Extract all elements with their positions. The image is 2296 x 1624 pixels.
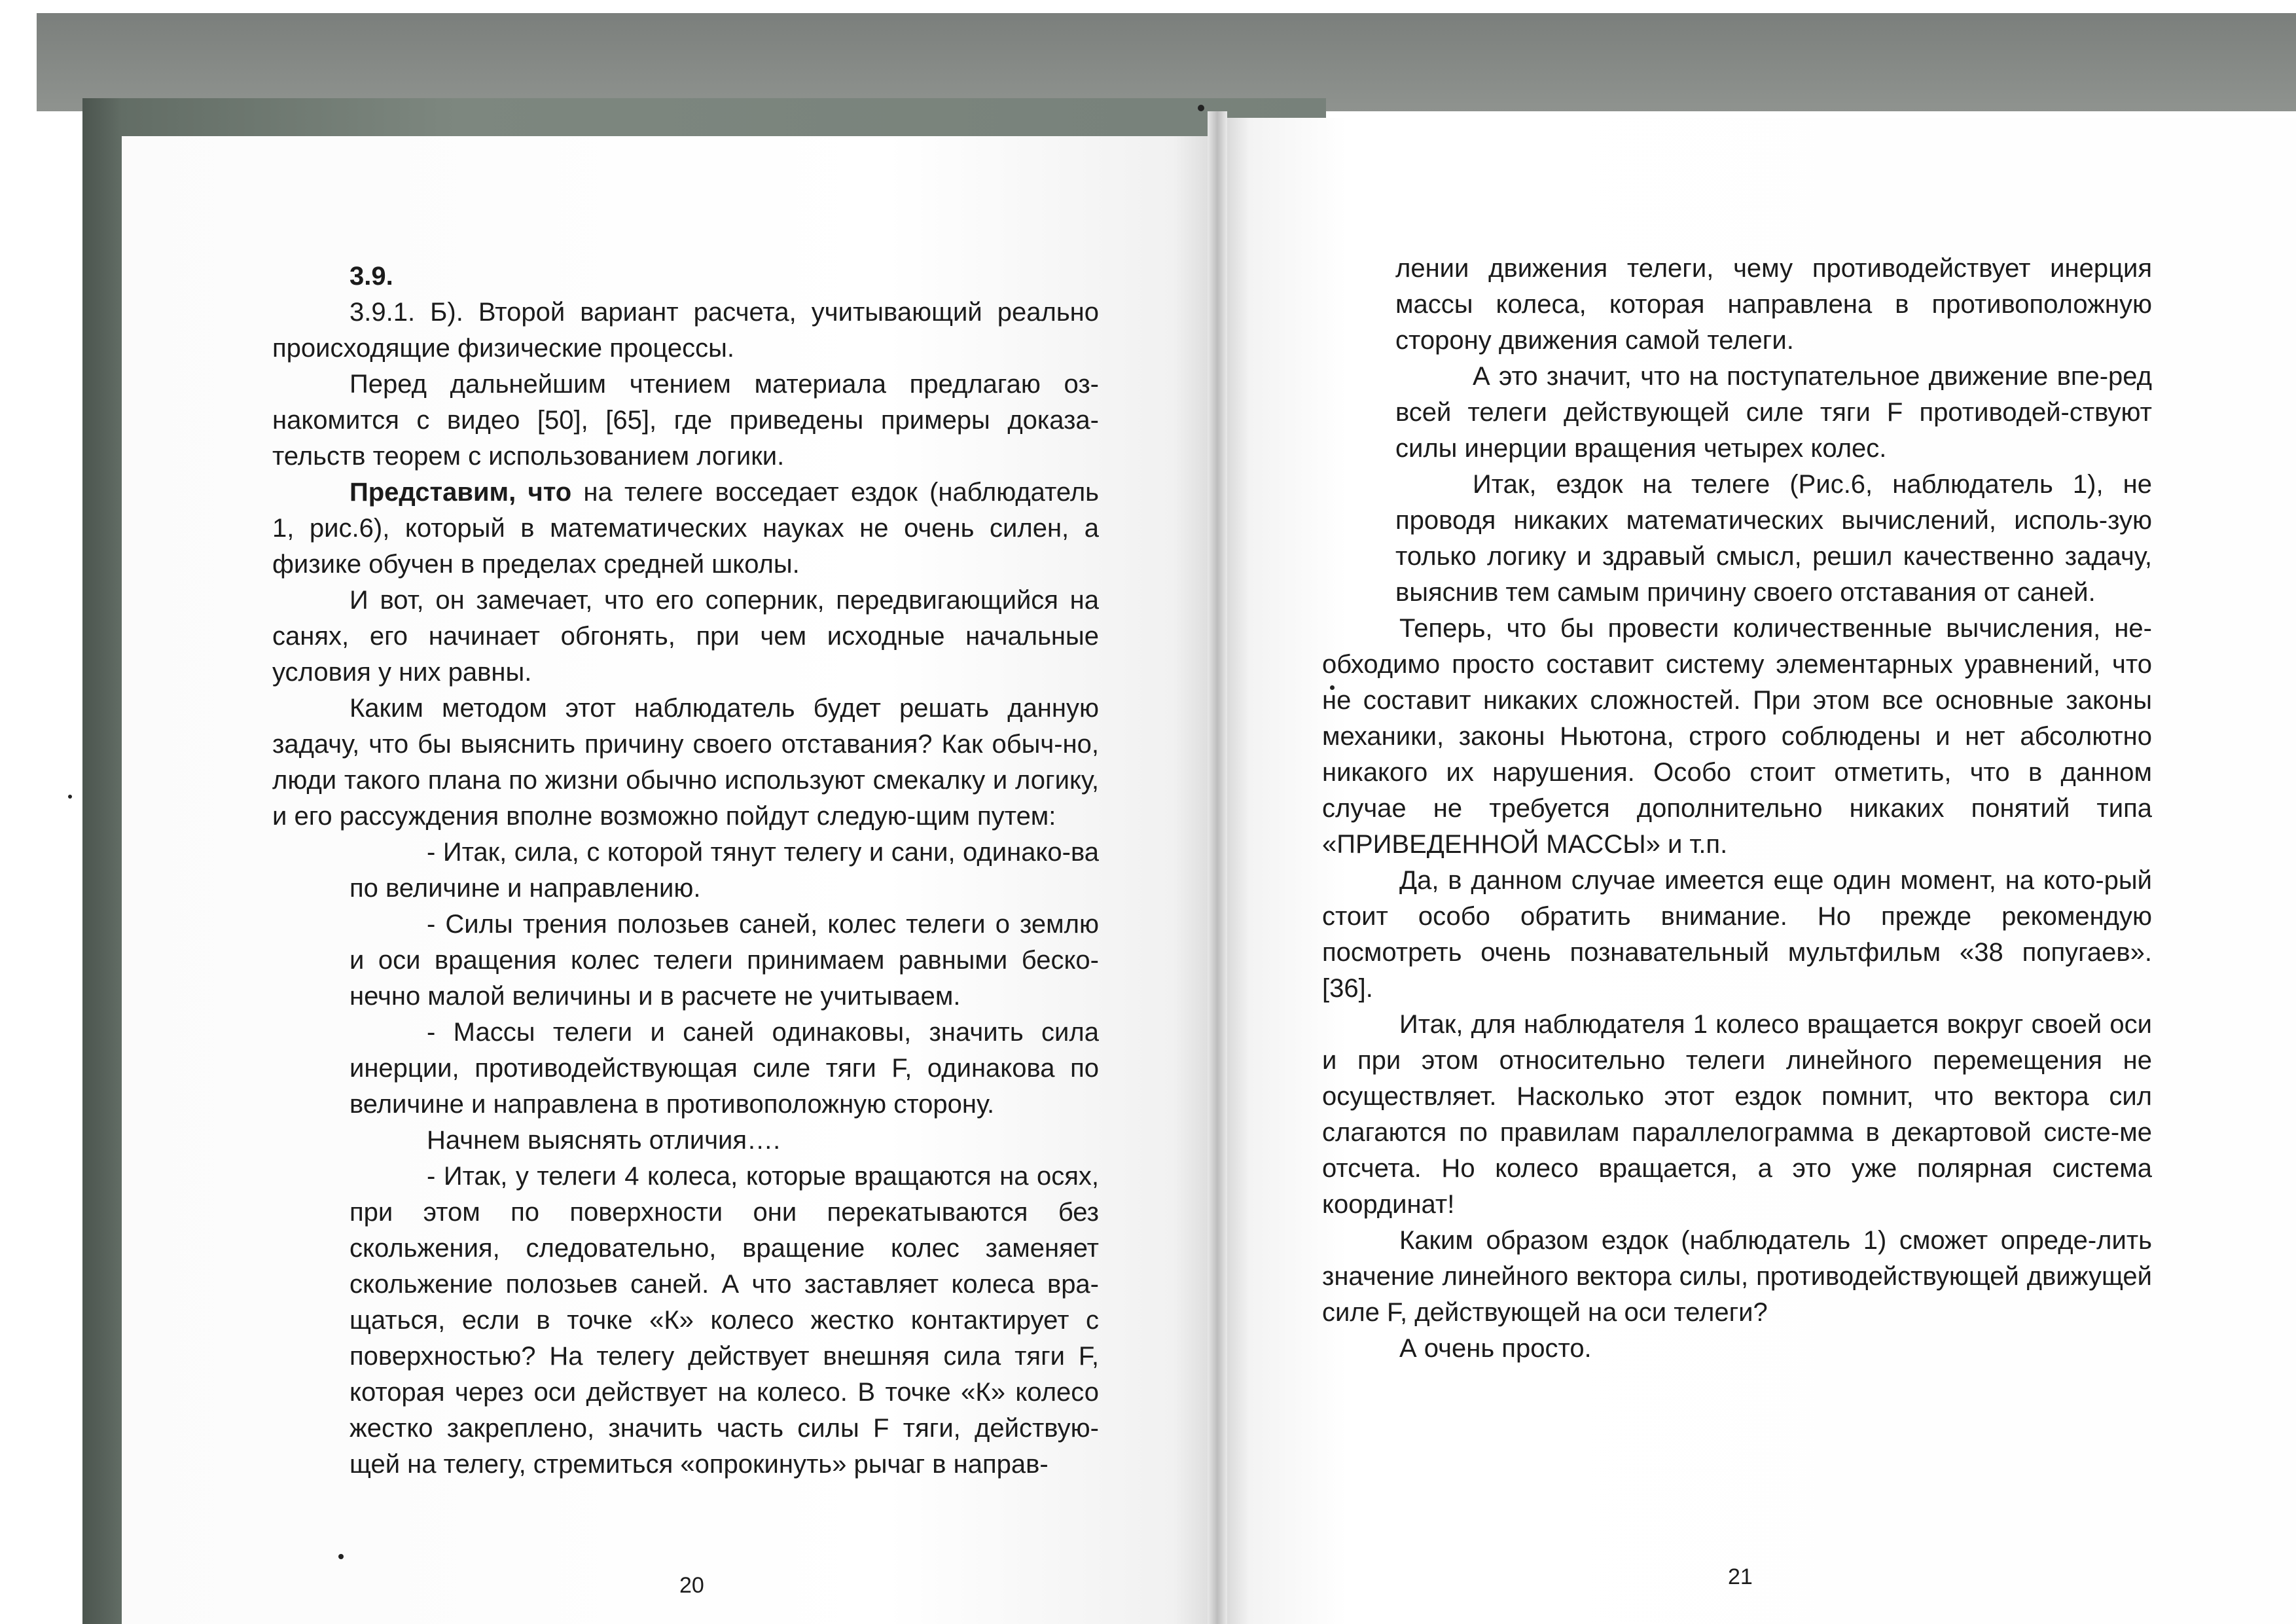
scan-speck [1198, 105, 1204, 111]
bold-lead: Представим, что [350, 478, 572, 507]
section-heading: 3.9. [350, 262, 393, 291]
paragraph: 3.9.1. Б). Второй вариант расчета, учитывающий реально происходящие физические процессы. [272, 298, 1099, 363]
paragraph: Теперь, что бы провести количественные вычисления, не-обходимо просто составит систему элементарных уравнений, что не составит никаких сложностей. При этом все основные законы механики, законы Ньютона, строго соблюдены и нет абсолютно никакого их нарушения. Особо стоит отметить, что в данном случае не требуется дополнительно никаких понятий типа «ПРИВЕДЕННОЙ МАССЫ» и т.п. [1322, 614, 2152, 859]
paragraph-text: на телеге восседает ездок (наблюдатель 1, рис.6), который в математических науках не очень силен, а физике обучен в пределах средней школы. [272, 478, 1100, 579]
paragraph: Перед дальнейшим чтением материала предлагаю оз-накомится с видео [50], [65], где приведены примеры доказа-тельств теорем с использованием логики. [272, 370, 1099, 471]
paragraph: Каким образом ездок (наблюдатель 1) сможет опреде-лить значение линейного вектора силы, противодействующей движущей силе F, действующей на оси телеги? [1322, 1226, 2152, 1327]
right-page-text [1322, 251, 2152, 1367]
page-number-left: 20 [679, 1573, 704, 1598]
paragraph [272, 475, 1099, 583]
paragraph: Итак, ездок на телеге (Рис.6, наблюдатель 1), не проводя никаких математических вычислений, исполь-зую только логику и здравый смысл, решил качественно задачу, выяснив тем самым причину своего отставания от саней. [1395, 470, 2152, 607]
paragraph: Да, в данном случае имеется еще один момент, на кото-рый стоит особо обратить внимание. Но прежде рекомендую посмотреть очень познавательный мультфильм «38 попугаев». [36]. [1322, 866, 2152, 1003]
list-item: - Итак, у телеги 4 колеса, которые вращаются на осях, при этом по поверхности они перекатываются без скольжения, следовательно, вращение колес заменяет скольжение полозьев саней. А что заставляет колеса вра-щаться, если в точке «К» колесо жестко контактирует с поверхностью? На телегу действует внешняя сила тяги F, которая через оси действует на колесо. В точке «К» колесо жестко закреплено, значить часть силы F тяги, действую-щей на телегу, стремиться «опрокинуть» рычаг в направ- [350, 1162, 1099, 1479]
left-page-text [272, 259, 1099, 1483]
paragraph: лении движения телеги, чему противодействует инерция массы колеса, которая направлена в противоположную сторону движения самой телеги. [1395, 254, 2152, 355]
book-gutter [1208, 111, 1227, 1624]
list-item: - Массы телеги и саней одинаковы, значить сила инерции, противодействующая силе тяги F, одинакова по величине и направлена в противоположную сторону. [350, 1018, 1099, 1119]
paragraph: А это значит, что на поступательное движение впе-ред всей телеги действующей силе тяги F противодей-ствуют силы инерции вращения четырех колес. [1395, 362, 2152, 463]
page-number-right: 21 [1728, 1564, 1753, 1589]
paragraph: А очень просто. [1399, 1334, 1592, 1363]
cover-shadow [82, 98, 122, 1624]
sub-heading: Начнем выяснять отличия…. [427, 1126, 781, 1155]
list-item: - Силы трения полозьев саней, колес телеги о землю и оси вращения колес телеги принимаем равными беско-нечно малой величины и в расчете не учитываем. [350, 910, 1099, 1011]
paragraph: Каким методом этот наблюдатель будет решать данную задачу, что бы выяснить причину своего отставания? Как обыч-но, люди такого плана по жизни обычно используют смекалку и логику, и его рассуждения вполне возможно пойдут следую-щим путем: [272, 694, 1099, 831]
scan-speck [338, 1554, 344, 1559]
scan-speck [68, 795, 72, 799]
scan-background [36, 13, 2296, 111]
paragraph: И вот, он замечает, что его соперник, передвигающийся на санях, его начинает обгонять, при чем исходные начальные условия у них равны. [272, 586, 1099, 687]
paragraph: Итак, для наблюдателя 1 колесо вращается вокруг своей оси и при этом относительно телеги линейного перемещения не осуществляет. Насколько этот ездок помнит, что вектора сил слагаются по правилам параллелограмма в декартовой систе-ме отсчета. Но колесо вращается, а это уже полярная система координат! [1322, 1010, 2152, 1219]
list-item: - Итак, сила, с которой тянут телегу и сани, одинако-ва по величине и направлению. [350, 838, 1099, 903]
scan-border-left [0, 0, 37, 1624]
